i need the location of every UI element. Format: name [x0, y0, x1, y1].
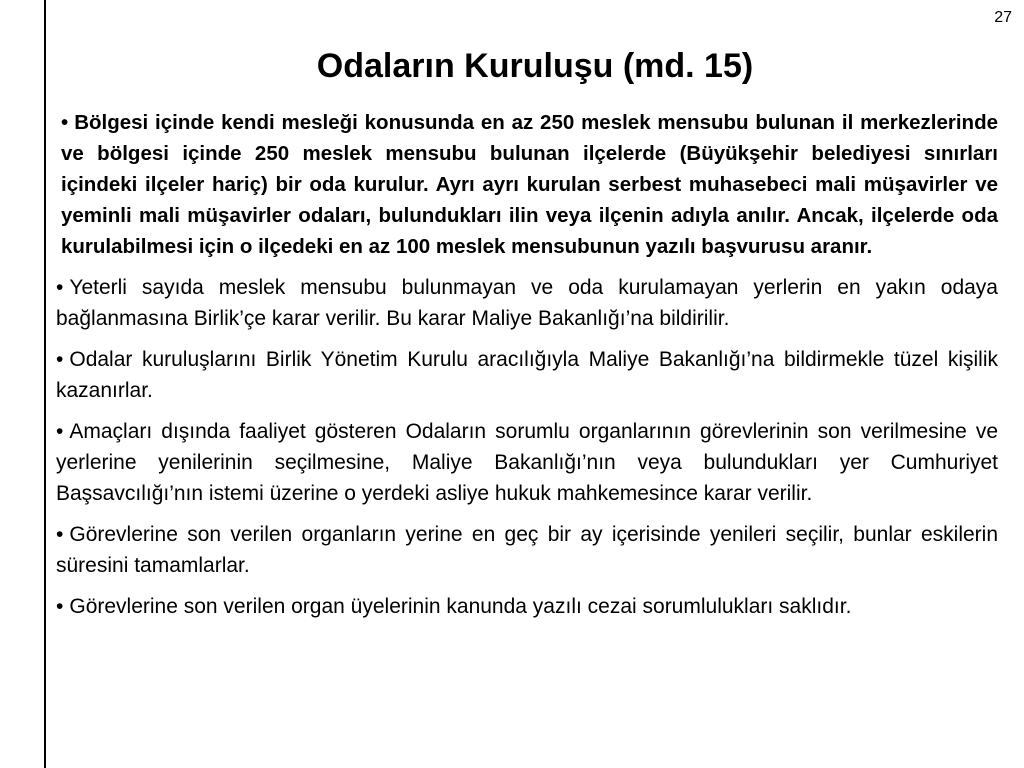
- bullet-text: Bölgesi içinde kendi mesleği konusunda en az 250 meslek mensubu bulunan il merkezlerinde ve bölgesi içinde 250 meslek mensubu bulunan ilçelerde (Büyükşehir belediyesi sınırları içindeki ilçeler hariç) bir oda kurulur. Ayrı ayrı kurulan serbest muhasebeci mali müşavirler ve yeminli mali müşavirler odaları, bulundukları ilin veya ilçenin adıyla anılır. Ancak, ilçelerde oda kurulabilmesi için o ilçedeki en az 100 meslek mensubunun yazılı başvurusu aranır.: [61, 111, 998, 258]
- left-margin-rule: [44, 0, 46, 768]
- bullet-mark: •: [61, 111, 69, 134]
- bullet-text: Görevlerine son verilen organların yerine en geç bir ay içerisinde yenileri seçilir, bunlar eskilerin süresini tamamlarlar.: [56, 523, 998, 577]
- bullet-text: Odalar kuruluşlarını Birlik Yönetim Kurulu aracılığıyla Maliye Bakanlığı’na bildirmekle tüzel kişilik kazanırlar.: [56, 348, 998, 402]
- bullet-item-5: [56, 519, 998, 581]
- bullet-mark: •: [56, 348, 64, 371]
- bullet-mark: •: [56, 276, 64, 299]
- slide-content: [56, 107, 998, 632]
- bullet-item-6: [56, 591, 998, 622]
- bullet-item-2: [56, 272, 998, 334]
- page-number: 27: [994, 9, 1012, 26]
- bullet-text: Görevlerine son verilen organ üyelerinin kanunda yazılı cezai sorumlulukları saklıdır.: [69, 595, 852, 618]
- bullet-text: Yeterli sayıda meslek mensubu bulunmayan ve oda kurulamayan yerlerin en yakın odaya bağlanmasına Birlik’çe karar verilir. Bu karar Maliye Bakanlığı’na bildirilir.: [56, 276, 998, 330]
- slide-title: Odaların Kuruluşu (md. 15): [316, 47, 754, 85]
- bullet-mark: •: [56, 523, 64, 546]
- bullet-item-1: [56, 107, 998, 262]
- bullet-item-3: [56, 344, 998, 406]
- bullet-text: Amaçları dışında faaliyet gösteren Odaların sorumlu organlarının görevlerinin son verilmesine ve yerlerine yenilerinin seçilmesine, Maliye Bakanlığı’nın veya bulundukları yer Cumhuriyet Başsavcılığı’nın istemi üzerine o yerdeki asliye hukuk mahkemesince karar verilir.: [56, 420, 998, 505]
- bullet-mark: •: [56, 595, 64, 618]
- bullet-mark: •: [56, 420, 64, 443]
- bullet-item-4: [56, 416, 998, 509]
